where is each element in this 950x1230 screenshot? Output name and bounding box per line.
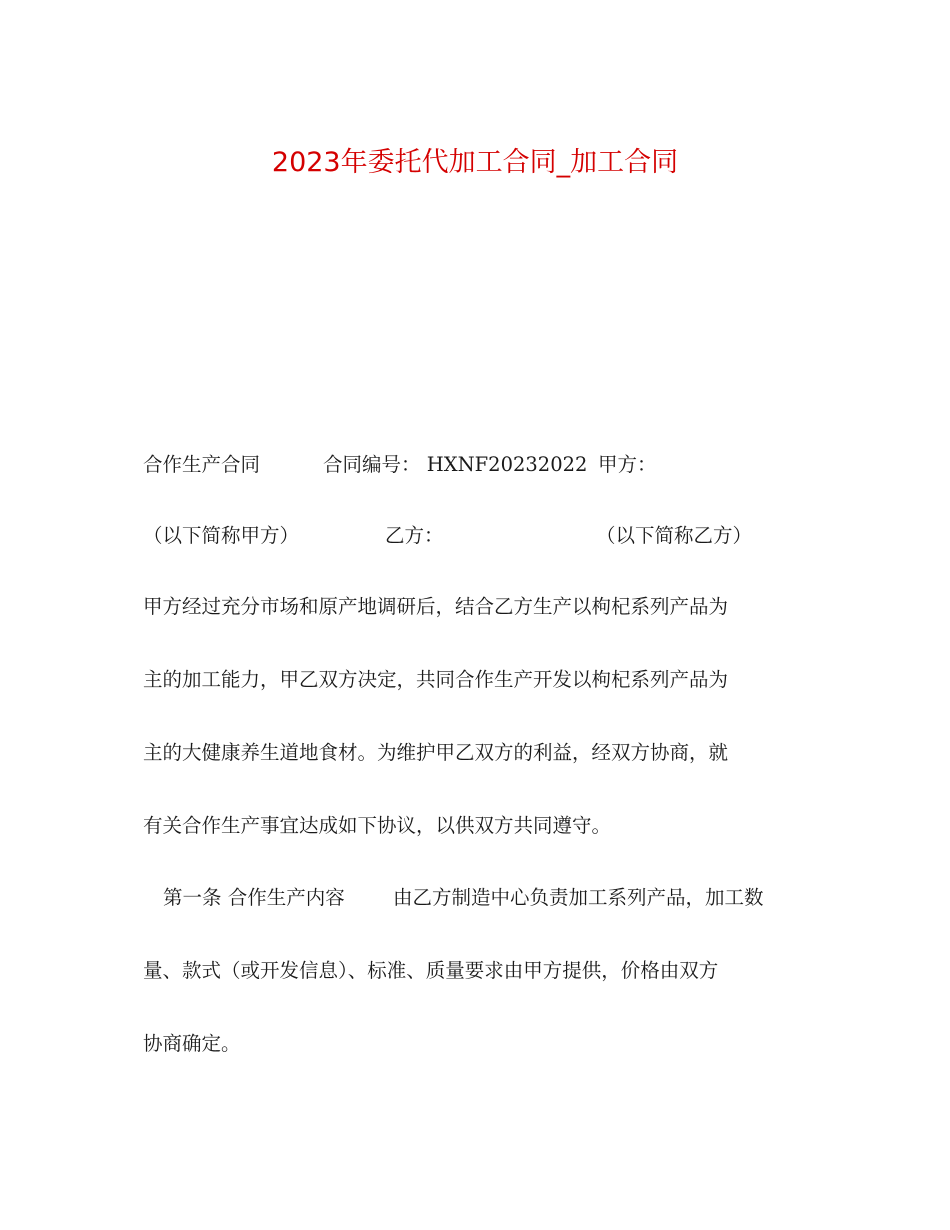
body-line-4: 有关合作生产事宜达成如下协议，以供双方共同遵守。 xyxy=(143,814,612,837)
document-title: 2023年委托代加工合同_加工合同 xyxy=(271,147,679,178)
party-a-alias: （以下简称甲方） xyxy=(143,524,300,547)
party-b-label: 乙方： xyxy=(385,524,444,547)
article-one-line-3: 协商确定。 xyxy=(143,1032,241,1055)
contract-number: 合同编号： HXNF20232022 xyxy=(323,453,588,476)
article-one-line-2: 量、款式（或开发信息）、标准、质量要求由甲方提供，价格由双方 xyxy=(143,959,719,982)
contract-name: 合作生产合同 xyxy=(143,453,261,476)
article-one-heading: 第一条 合作生产内容 xyxy=(163,886,345,909)
body-line-2: 主的加工能力，甲乙双方决定，共同合作生产开发以枸杞系列产品为 xyxy=(143,668,729,691)
party-a-label: 甲方： xyxy=(598,453,657,476)
article-one-text: 由乙方制造中心负责加工系列产品，加工数 xyxy=(393,886,764,909)
body-line-1: 甲方经过充分市场和原产地调研后，结合乙方生产以枸杞系列产品为 xyxy=(143,595,729,618)
party-b-alias: （以下简称乙方） xyxy=(596,524,753,547)
body-line-3: 主的大健康养生道地食材。为维护甲乙双方的利益，经双方协商，就 xyxy=(143,741,729,764)
